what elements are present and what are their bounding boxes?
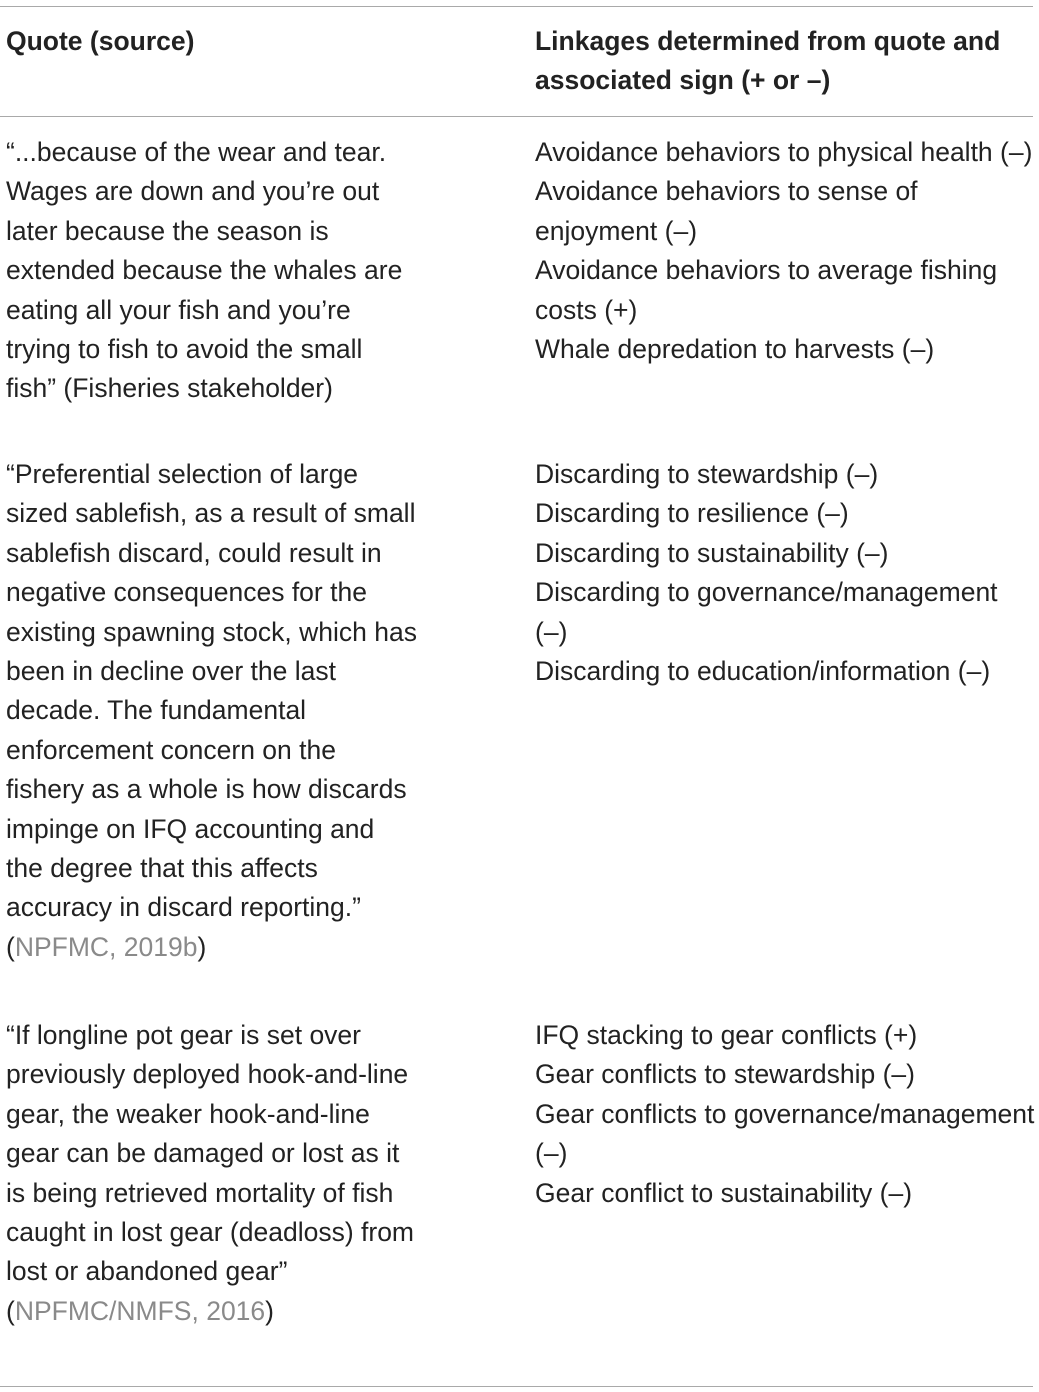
- table-row-quote: [6, 1016, 418, 1331]
- linkage-item: Discarding to stewardship (–): [535, 459, 879, 489]
- linkage-item: Discarding to sustainability (–): [535, 537, 889, 568]
- linkage-item: Gear conflict to sustainability (–): [535, 1177, 913, 1208]
- linkage-item: Discarding to resilience (–): [535, 498, 849, 529]
- linkage-item: Discarding to education/information (–): [535, 656, 991, 687]
- table-bottom-rule: [0, 1386, 1033, 1387]
- linkage-item: Discarding to governance/management (–): [535, 577, 998, 647]
- table-row-quote: [6, 455, 418, 967]
- linkage-item: Avoidance behaviors to average fishing costs (+): [535, 255, 998, 325]
- quote-text: “...because of the wear and tear. Wages are down and you’re out later because the season is extended because the whales are eating all your fish and you’re trying to fish to avoid the small fish” (Fisheries stakeholder): [6, 137, 403, 404]
- linkage-item: Gear conflicts to stewardship (–): [535, 1059, 915, 1090]
- quote-text: “If longline pot gear is set over previously deployed hook-and-line gear, the weaker hook-and-line gear can be damaged or lost as it is being retrieved mortality of fish caught in lost gear (deadloss) from lost or abandoned gear” (: [6, 1020, 415, 1326]
- citation-close: ): [265, 1295, 274, 1326]
- citation-link[interactable]: NPFMC, 2019b: [14, 931, 198, 962]
- table-row-linkages: [535, 455, 1035, 691]
- linkage-item: Avoidance behaviors to physical health (–): [535, 137, 1033, 167]
- table-row-linkages: [535, 133, 1035, 369]
- table-row-quote: [6, 133, 418, 409]
- table-top-rule: [0, 6, 1033, 7]
- table-row-linkages: [535, 1016, 1035, 1213]
- citation-close: ): [197, 931, 207, 962]
- linkage-item: Gear conflicts to governance/management (–): [535, 1098, 1035, 1169]
- header-rule: [0, 116, 1033, 117]
- linkage-item: Avoidance behaviors to sense of enjoyment (–): [535, 176, 918, 246]
- column-header-linkages: Linkages determined from quote and associated sign (+ or –): [535, 26, 1001, 95]
- linkage-item: IFQ stacking to gear conflicts (+): [535, 1020, 918, 1050]
- linkage-item: Whale depredation to harvests (–): [535, 334, 935, 365]
- citation-link[interactable]: NPFMC/NMFS, 2016: [14, 1295, 266, 1326]
- quote-text: “Preferential selection of large sized sablefish, as a result of small sablefish discard, could result in negative consequences for the existing spawning stock, which has been in decline over the last decade. The fundamental enforcement concern on the fishery as a whole is how discards impinge on IFQ accounting and the degree that this affects accuracy in discard reporting.” (: [6, 459, 417, 962]
- column-header-quote: Quote (source): [6, 26, 195, 56]
